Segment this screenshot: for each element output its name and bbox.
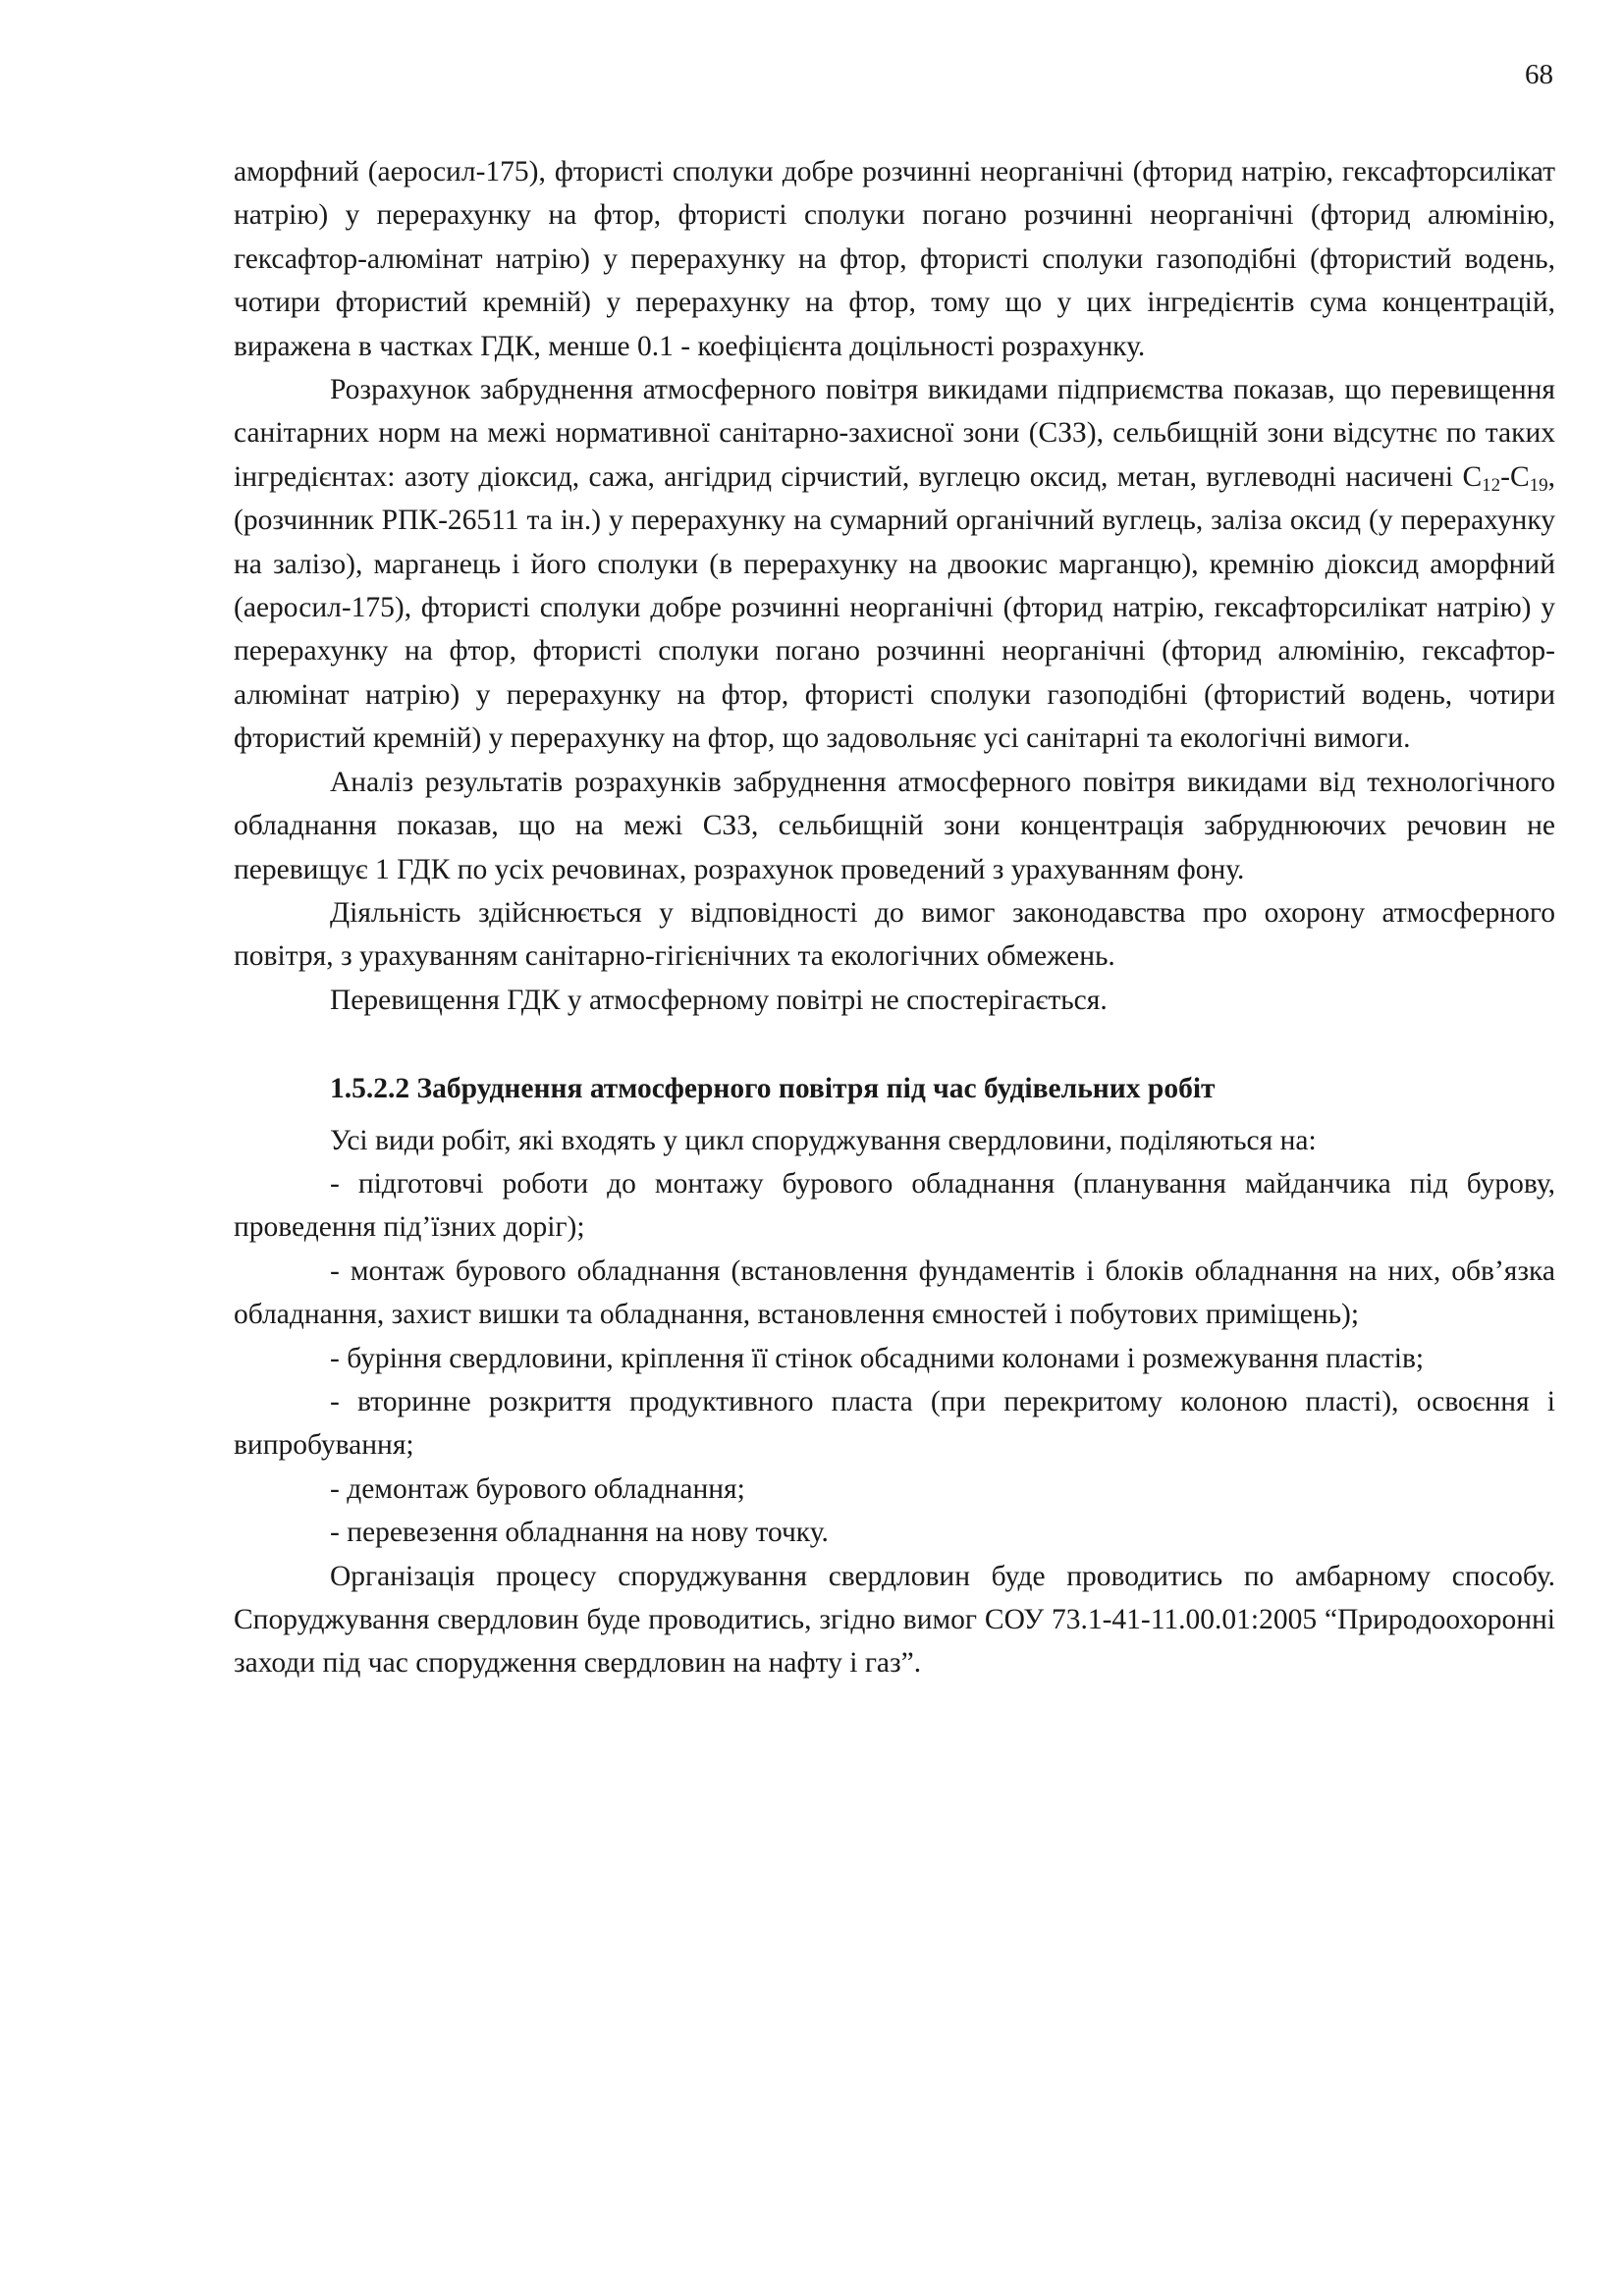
closing-paragraph: Організація процесу споруджування свердловин буде проводитись по амбарному способу. Споруджування свердловин буде проводитись, згідно вимог СОУ 73.1-41-11.00.01:2005 “Природоохоронні заходи під час спорудження свердловин на нафту і газ”. — [234, 1560, 1555, 1680]
page-number: 68 — [1525, 59, 1553, 90]
section-heading: 1.5.2.2 Забруднення атмосферного повітря під час будівельних робіт — [330, 1073, 1216, 1105]
list-item: - монтаж бурового обладнання (встановлення фундаментів і блоків обладнання на них, обв’язка обладнання, захист вишки та обладнання, встановлення ємностей і побутових приміщень); — [234, 1255, 1555, 1331]
list-item: - буріння свердловини, кріплення її стінок обсадними колонами і розмежування пластів; — [330, 1342, 1425, 1374]
list-item: - вторинне розкриття продуктивного пласта (при перекритому колоною пласті), освоєння і випробування; — [234, 1385, 1555, 1462]
paragraph-analysis: Аналіз результатів розрахунків забруднення атмосферного повітря викидами від технологічного обладнання показав, що на межі СЗЗ, сельбищній зони концентрація забруднюючих речовин не перевищує 1 ГДК по усіх речовинах, розрахунок проведений з урахуванням фону. — [234, 766, 1555, 885]
list-item: - демонтаж бурового обладнання; — [330, 1472, 745, 1505]
paragraph-text: -С — [1500, 460, 1530, 493]
paragraph-continuation: аморфний (аеросил-175), фтористі сполуки добре розчинні неорганічні (фторид натрію, гексафторсилікат натрію) у перерахунку на фтор, фтористі сполуки погано розчинні неорганічні (фторид алюмінію, гексафтор-алюмінат натрію) у перерахунку на фтор, фтористі сполуки газоподібні (фтористий водень, чотири фтористий кремній) у перерахунку на фтор, тому що у цих інгредієнтів сума концентрацій, виражена в частках ГДК, менше 0.1 - коефіцієнта доцільності розрахунку. — [234, 156, 1555, 362]
subscript: 12 — [1482, 474, 1501, 496]
paragraph-text: , (розчинник РПК-26511 та ін.) у перерахунку на сумарний органічний вуглець, заліза оксид (у перерахунку на залізо), марганець і його сполуки (в перерахунку на двоокис марганцю), кремнію діоксид аморфний (аеросил-175), фтористі сполуки добре розчинні неорганічні (фторид натрію, гексафторсилікат натрію) у перерахунку на фтор, фтористі сполуки погано розчинні неорганічні (фторид алюмінію, гексафтор-алюмінат натрію) у перерахунку на фтор, фтористі сполуки газоподібні (фтористий водень, чотири фтористий кремній) у перерахунку на фтор, що задовольняє усі санітарні та екологічні вимоги. — [234, 460, 1555, 755]
list-item: - перевезення обладнання на нову точку. — [330, 1517, 829, 1549]
paragraph-activity: Діяльність здійснюється у відповідності до вимог законодавства про охорону атмосферного повітря, з урахуванням санітарно-гігієнічних та екологічних обмежень. — [234, 896, 1555, 973]
section-intro: Усі види робіт, які входять у цикл споруджування свердловини, поділяються на: — [330, 1124, 1317, 1156]
subscript: 19 — [1529, 474, 1548, 496]
paragraph-no-excess: Перевищення ГДК у атмосферному повітрі не спостерігається. — [330, 984, 1108, 1016]
list-item: - підготовчі роботи до монтажу бурового обладнання (планування майданчика під бурову, проведення під’їзних доріг); — [234, 1167, 1555, 1244]
paragraph-text: Розрахунок забруднення атмосферного повітря викидами підприємства показав, що перевищення санітарних норм на межі нормативної санітарно-захисної зони (СЗЗ), сельбищній зони відсутнє по таких інгредієнтах: азоту діоксид, сажа, ангідрид сірчистий, вуглецю оксид, метан, вуглеводні насичені С — [234, 374, 1555, 493]
page-content — [234, 150, 1555, 1685]
paragraph-calculation-results — [234, 368, 1555, 761]
